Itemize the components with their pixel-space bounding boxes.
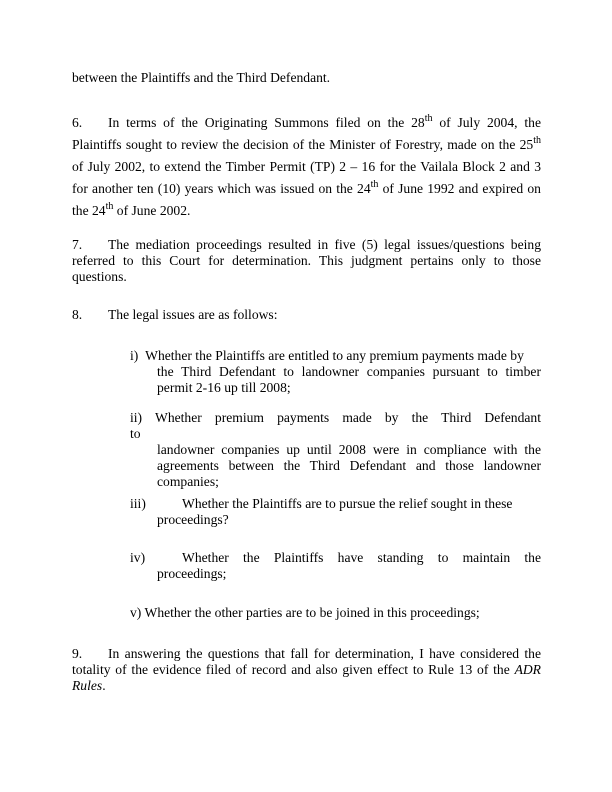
superscript-2: th <box>533 135 541 146</box>
issue-continuation: landowner companies up until 2008 were in compliance with the agreements between the Third Defendant and those landowner companies; <box>157 442 541 489</box>
issue-item-1 <box>130 348 541 396</box>
issue-continuation: proceedings? <box>157 512 229 527</box>
issue-item-4 <box>130 550 541 582</box>
paragraph-6-text-2: of July 2004, the Plaintiffs sought to review the decision of the Minister of Forestry, made on the 25 <box>72 115 541 152</box>
paragraph-9-end: . <box>102 678 106 693</box>
issue-marker: iv) <box>130 550 146 565</box>
top-line <box>72 70 541 86</box>
paragraph-6-text-3: of July 2002, to extend the Timber Permit (TP) 2 – 16 for the Vailala Block 2 and 3 for another ten (10) years which was issued on the 24 <box>72 159 541 196</box>
issue-marker: v) <box>130 605 142 620</box>
superscript-1: th <box>424 113 433 124</box>
issue-first-line: Whether the Plaintiffs have standing to maintain the <box>182 550 541 565</box>
paragraph-9 <box>72 646 541 694</box>
paragraph-6 <box>72 112 541 222</box>
top-line-text: between the Plaintiffs and the Third Defendant. <box>72 70 331 85</box>
paragraph-8 <box>72 307 541 323</box>
paragraph-8-number: 8. <box>72 307 83 322</box>
paragraph-8-text: The legal issues are as follows: <box>108 307 278 322</box>
issue-first-line: Whether premium payments made by the Third Defendant to <box>130 410 542 441</box>
paragraph-6-text-1: In terms of the Originating Summons filed on the 28 <box>108 115 425 130</box>
issue-continuation: the Third Defendant to landowner companies pursuant to timber permit 2-16 up till 2008; <box>157 364 541 395</box>
issue-marker: iii) <box>130 496 146 511</box>
issue-marker: i) <box>130 348 139 363</box>
issue-continuation: proceedings; <box>157 566 227 581</box>
superscript-3: th <box>370 179 379 190</box>
paragraph-7-number: 7. <box>72 237 83 252</box>
issue-first-line: Whether the Plaintiffs are entitled to any premium payments made by <box>145 348 524 363</box>
paragraph-7 <box>72 237 541 285</box>
paragraph-6-text-5: of June 2002. <box>113 203 191 218</box>
issue-first-line: Whether the Plaintiffs are to pursue the relief sought in these <box>182 496 513 511</box>
adr-rules-italic: ADR Rules <box>72 662 541 693</box>
superscript-4: th <box>105 201 114 212</box>
issue-item-2 <box>130 410 541 490</box>
paragraph-9-text: In answering the questions that fall for determination, I have considered the totality of the evidence filed of record and also given effect to Rule 13 of the <box>72 646 541 677</box>
issue-item-5 <box>130 605 541 621</box>
paragraph-9-number: 9. <box>72 646 83 661</box>
issue-item-3 <box>130 496 541 528</box>
paragraph-6-number: 6. <box>72 115 83 130</box>
issue-marker: ii) <box>130 410 143 425</box>
issue-first-line: Whether the other parties are to be joined in this proceedings; <box>144 605 480 620</box>
paragraph-7-text: The mediation proceedings resulted in five (5) legal issues/questions being referred to this Court for determination. This judgment pertains only to those questions. <box>72 237 541 284</box>
paragraph-6-text-4: of June 1992 and expired on the 24 <box>72 181 541 218</box>
